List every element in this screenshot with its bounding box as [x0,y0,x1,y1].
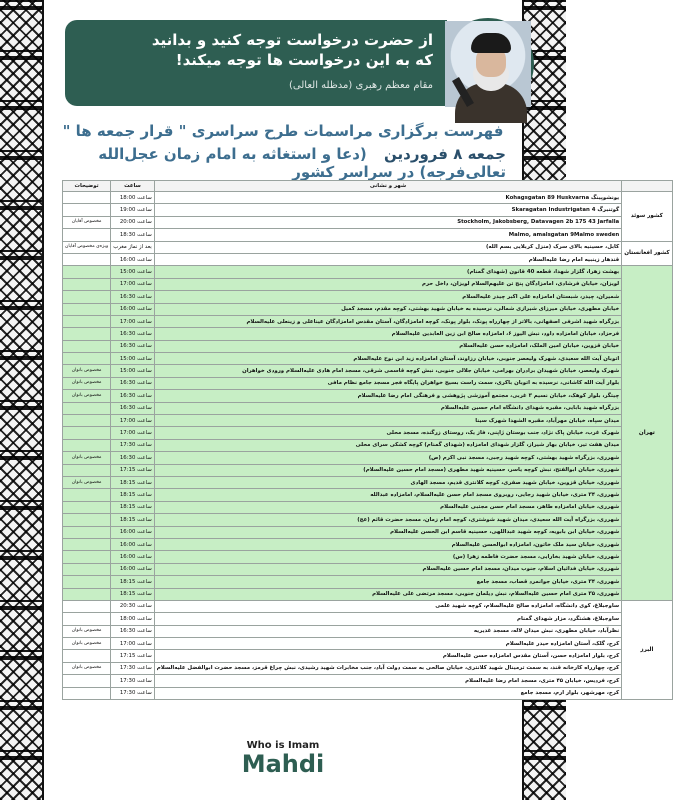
table-row [63,278,673,290]
table-row [63,253,673,265]
time-cell: ساعت 17:00 [111,315,155,327]
time-cell: ساعت 17:30 [111,662,155,674]
region-cell: کشور سوئد [622,192,672,242]
table-row [63,315,673,327]
footer-subtitle: Who is Imam [246,740,320,751]
note-cell [63,303,111,315]
time-cell: ساعت 18:15 [111,501,155,513]
subtitle-text: (دعا و استغاثه به امام زمان عجل‌الله تعالی‌فرجه) در سراسر کشور [98,145,506,181]
table-row [63,427,673,439]
note-cell [63,588,111,600]
time-cell: ساعت 18:00 [111,192,155,204]
page-subtitle [60,145,506,181]
time-cell: ساعت 16:30 [111,452,155,464]
address-cell: شهرری، خیابان ابوالفتح، نبش کوچه یاسر، حسینیه شهید مطهری (مسجد امام حسین علیه‌السلام) [154,464,621,476]
time-cell: ساعت 16:30 [111,625,155,637]
time-cell: ساعت 16:00 [111,551,155,563]
address-cell: یونشوپینگ Kohagsgatan 89 Huskvarna [154,192,621,204]
footer-brand: Mahdi [241,750,325,778]
note-cell: مخصوص بانوان [63,638,111,650]
time-cell: ساعت 17:30 [111,439,155,451]
table-row [63,365,673,377]
region-cell: کشور افغانستان [622,241,672,266]
address-cell: بلوار آیت الله کاشانی، نرسیده به اتوبان باکری، سمت راست بسیج خواهران پایگاه فجر مسجد جامع نظام مافی [154,377,621,389]
address-cell: ساوجبلاغ، هشتگرد، مزار شهدای گمنام [154,613,621,625]
table-row [63,588,673,600]
note-cell: ویژه‌ی مخصوص آقایان [63,241,111,253]
table-row [63,303,673,315]
note-cell [63,340,111,352]
address-cell: قندهار زینبیه امام رضا علیه‌السلام [154,253,621,265]
table-row [63,675,673,687]
address-cell: کرج، گلک، آستان امامزاده حیدر علیه‌السلام [154,638,621,650]
footer-logo [230,740,336,777]
time-cell: ساعت 16:30 [111,402,155,414]
note-cell: مخصوص بانوان [63,365,111,377]
region-cell: تهران [622,266,672,601]
header-address: شهر و نشانی [154,181,621,192]
table-row [63,266,673,278]
time-cell: ساعت 16:00 [111,563,155,575]
header-time: ساعت [111,181,155,192]
table-row [63,439,673,451]
time-cell: ساعت 16:30 [111,291,155,303]
table-row [63,600,673,612]
time-cell: بعد از نماز مغرب [111,241,155,253]
table-row [63,241,673,253]
table-row [63,650,673,662]
time-cell: ساعت 16:30 [111,390,155,402]
time-cell: ساعت 15:00 [111,365,155,377]
note-cell [63,538,111,550]
note-cell [63,514,111,526]
address-cell: شهرک ولیعصر، خیابان شهیدان برادران بهرامی، خیابان جلالی جنوبی، نبش کوچه قاسمی شرقی، مسجد امام هادی علیه‌السلام ورودی خواهران [154,365,621,377]
address-cell: شهرری، ۳۵ متری امام حسین علیه‌السلام، نبش دیلمان جنوبی، مسجد مرتضی علی علیه‌السلام [154,588,621,600]
address-cell: شهرری، خیابان سید ملک خاتون، امامزاده ابوالحسن علیه‌السلام [154,538,621,550]
address-cell: کرج، مهرشهر، بلوار ارم، مسجد جامع [154,687,621,699]
address-cell: شهرری، ۳۴ متری، خیابان جوانمرد قصاب، مسجد جامع [154,576,621,588]
quote-line-1: از حضرت درخواست توجه کنید و بدانید [151,31,433,49]
note-cell [63,266,111,278]
note-cell [63,315,111,327]
time-cell: ساعت 18:30 [111,229,155,241]
address-cell: شهرری، خیابان قزوین، خیابان شهید صفری، کوچه کلانتری قدیم، مسجد الهادی [154,476,621,488]
note-cell [63,501,111,513]
quote-line-2: که به این درخواست ها توجه میکند! [175,51,433,69]
table-row [63,613,673,625]
address-cell: لویزان، خیابان فرشادی، امامزادگان پنج تن علیهم‌السلام لویزان، داخل حرم [154,278,621,290]
table-row [63,638,673,650]
header-note: توضیحات [63,181,111,192]
table-row [63,204,673,216]
address-cell: شهرری، خیابان شهید بخارایی، مسجد حضرت فاطمه زهرا (س) [154,551,621,563]
time-cell: ساعت 17:00 [111,427,155,439]
address-cell: شهرک غرب، خیابان پاک نژاد، جنب بوستان ژاپنی، فاز یک، روستای زرگنده، مسجد محلی [154,427,621,439]
table-row [63,662,673,674]
address-cell: چیتگر، بلوار کوهک، خیابان نسیم ۳ غربی، مجتمع آموزشی پژوهشی و فرهنگی امام رضا علیه‌السلام [154,390,621,402]
time-cell: ساعت 16:30 [111,377,155,389]
address-cell: شهرری، خیابان فدائیان اسلام، جنوب میدان، مسجد امام حسین علیه‌السلام [154,563,621,575]
note-cell: مخصوص بانوان [63,476,111,488]
table-row [63,476,673,488]
note-cell [63,402,111,414]
table-row [63,538,673,550]
address-cell: شهرری، بزرگراه شهید بهشتی، کوچه شهید رجبی، مسجد نبی اکرم (ص) [154,452,621,464]
note-cell [63,253,111,265]
note-cell: مخصوص بانوان [63,377,111,389]
address-cell: کرج، چهارراه کارخانه قند، به سمت ترمینال شهید کلانتری، خیابان صالحی به سمت دولت آباد، جنب مخابرات شهید رشیدی، نبش چراغ قرمز، مسجد حضرت ابوالفضل علیه‌السلام [154,662,621,674]
note-cell: مخصوص بانوان [63,662,111,674]
note-cell [63,675,111,687]
time-cell: ساعت 15:00 [111,353,155,365]
table-row [63,192,673,204]
address-cell: Stockholm, Jakobsberg, Datavagen 2b 175 43 Jarfalla [154,216,621,228]
time-cell: ساعت 16:00 [111,253,155,265]
quote-banner [65,20,447,106]
note-cell [63,551,111,563]
time-cell: ساعت 17:00 [111,278,155,290]
note-cell: مخصوص بانوان [63,390,111,402]
address-cell: شمیران، چیذر، شبستان امامزاده علی اکبر چیذر علیه‌السلام [154,291,621,303]
time-cell: ساعت 16:00 [111,526,155,538]
schedule-body [63,192,673,700]
table-row [63,563,673,575]
table-row [63,216,673,228]
address-cell: میدان هفت تیر، خیابان بهار شیراز، گلزار شهدای امامزاده (شهدای گمنام) کوچه کشکی سرای محلی [154,439,621,451]
page-title: فهرست برگزاری مراسمات طرح سراسری " قرار جمعه ها " [62,122,504,140]
table-header-row [63,181,673,192]
table-row [63,415,673,427]
time-cell: ساعت 18:15 [111,576,155,588]
note-cell: مخصوص آقایان [63,216,111,228]
address-cell: شهرری، ۳۴ متری، خیابان شهید رجایی، روبروی مسجد امام حسن علیه‌السلام، امامزاده عبدالله [154,489,621,501]
time-cell: ساعت 19:00 [111,204,155,216]
address-cell: ساوجبلاغ، کوی دانشگاه، امامزاده صالح علیه‌السلام، کوچه شهید علمی [154,600,621,612]
time-cell: ساعت 20:00 [111,216,155,228]
table-row [63,377,673,389]
address-cell: کابل، حسینیه بالای سرک (منزل کربلایی بسم الله) [154,241,621,253]
schedule-table [62,180,673,700]
table-row [63,291,673,303]
address-cell: اتوبان آیت الله سعیدی، شهرک ولیعصر جنوبی، خیابان رزاوند، آستان امامزاده زید ابن نوح علیه‌السلام [154,353,621,365]
address-cell: میدان سپاه، خیابان مهرآباد، مقبره الشهدا شهرک سینا [154,415,621,427]
address-cell: شهرری، بزرگراه آیت الله سعیدی، میدان شهید شوشتری، کوچه امام زمان، مسجد حضرت قائم (عج) [154,514,621,526]
address-cell: بزرگراه شهید اشرفی اصفهانی، بالاتر از چهارراه پونک، بلوار پونک، کوچه امامزادگان، آستان مقدس امامزادگان عیناعلی و زینعلی علیه‌السلام [154,315,621,327]
note-cell [63,353,111,365]
time-cell: ساعت 17:00 [111,415,155,427]
quote-attribution: مقام معظم رهبری (مدظله العالی) [289,80,433,91]
note-cell [63,229,111,241]
note-cell [63,291,111,303]
note-cell [63,563,111,575]
time-cell: ساعت 18:15 [111,588,155,600]
time-cell: ساعت 17:15 [111,650,155,662]
time-cell: ساعت 20:30 [111,600,155,612]
table-row [63,687,673,699]
note-cell: مخصوص بانوان [63,452,111,464]
note-cell [63,613,111,625]
note-cell [63,192,111,204]
address-cell: بزرگراه شهید بابایی، مقبره شهدای دانشگاه امام حسین علیه‌السلام [154,402,621,414]
table-row [63,340,673,352]
time-cell: ساعت 17:30 [111,675,155,687]
table-row [63,464,673,476]
note-cell [63,600,111,612]
table-row [63,452,673,464]
time-cell: ساعت 18:15 [111,476,155,488]
time-cell: ساعت 18:15 [111,514,155,526]
note-cell [63,489,111,501]
time-cell: ساعت 16:00 [111,538,155,550]
address-cell: فرحزاد، خیابان امامزاده داود، نبش الیوز ۶، امامزاده صالح ابن زین العابدین علیه‌السلام [154,328,621,340]
address-cell: کرج، فردیس، خیابان ۴۵ متری، مسجد امام رضا علیه‌السلام [154,675,621,687]
address-cell: شهرری، خیابان امامزاده طاهر، مسجد امام حسن مجتبی علیه‌السلام [154,501,621,513]
table-row [63,526,673,538]
time-cell: ساعت 17:00 [111,638,155,650]
note-cell [63,576,111,588]
table-row [63,353,673,365]
address-cell: خیابان قزوین، خیابان امین الملک، امامزاده حسن علیه‌السلام [154,340,621,352]
header-region [622,181,672,192]
note-cell [63,439,111,451]
note-cell [63,650,111,662]
note-cell [63,687,111,699]
note-cell [63,526,111,538]
table-row [63,551,673,563]
note-cell [63,427,111,439]
table-row [63,576,673,588]
table-row [63,229,673,241]
note-cell: مخصوص بانوان [63,625,111,637]
time-cell: ساعت 17:30 [111,687,155,699]
region-cell: البرز [622,600,672,699]
note-cell [63,204,111,216]
address-cell: شهرری، خیابان ابن بابویه، کوچه شهید عبداللهی، حسینیه قاسم ابن الحسن علیه‌السلام [154,526,621,538]
time-cell: ساعت 15:00 [111,266,155,278]
leader-portrait [442,18,534,110]
table-row [63,328,673,340]
address-cell: گوتنبرگ Skaragatan Industrigatan 4 [154,204,621,216]
keffiyeh-border-left [0,0,52,800]
event-date: جمعه ۸ فروردین [384,145,506,163]
time-cell: ساعت 16:00 [111,303,155,315]
table-row [63,514,673,526]
note-cell [63,278,111,290]
time-cell: ساعت 18:00 [111,613,155,625]
note-cell [63,464,111,476]
time-cell: ساعت 16:30 [111,340,155,352]
note-cell [63,328,111,340]
address-cell: Malmo, amalsgatan 9Malmo sweden [154,229,621,241]
address-cell: کرج، بلوار امامزاده حسن، آستان مقدس امامزاده حسن علیه‌السلام [154,650,621,662]
note-cell [63,415,111,427]
time-cell: ساعت 16:30 [111,328,155,340]
time-cell: ساعت 17:15 [111,464,155,476]
address-cell: خیابان مطهری، خیابان میرزای شیرازی شمالی، نرسیده به خیابان شهید بهشتی، کوچه مقدم، مسجد کمیل [154,303,621,315]
address-cell: نظرآباد، خیابان مطهری، نبش میدان لاله، مسجد غدیریه [154,625,621,637]
address-cell: بهشت زهرا، گلزار شهدا، قطعه 40 قانون (شهدای گمنام) [154,266,621,278]
table-row [63,625,673,637]
table-row [63,489,673,501]
table-row [63,501,673,513]
table-row [63,402,673,414]
table-row [63,390,673,402]
time-cell: ساعت 18:15 [111,489,155,501]
